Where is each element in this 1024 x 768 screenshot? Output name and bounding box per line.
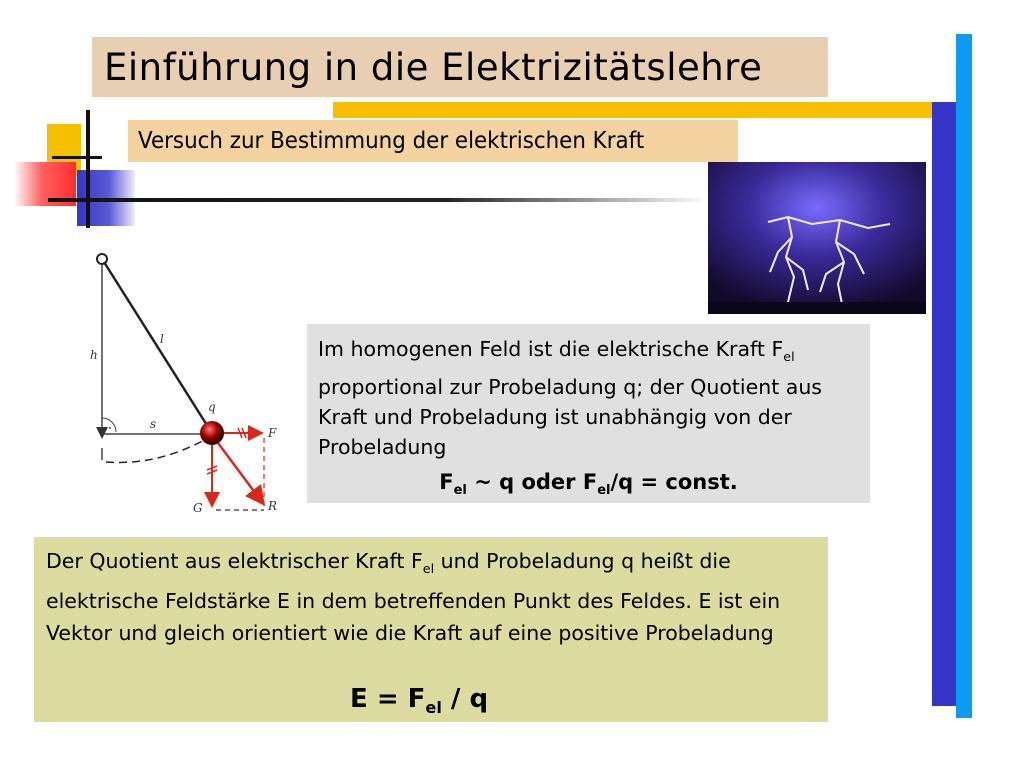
swing-arc: [106, 438, 208, 463]
decor-line: [86, 110, 90, 228]
charged-ball: [200, 421, 224, 445]
formula-part: /q = const.: [610, 470, 738, 494]
label-r: R: [268, 499, 278, 513]
formula-part: / q: [441, 684, 489, 714]
formula-part: F: [439, 470, 454, 494]
definition-text-part: und Probeladung q heißt die elektrische Feldstärke E in dem betreffenden Punkt des Feldes. E ist ein Vektor und gleich orientiert wie die Kraft auf eine positive Probeladung: [46, 549, 781, 646]
formula-part: E = F: [350, 684, 426, 714]
label-l: l: [160, 332, 164, 346]
pendulum-diagram: [78, 248, 300, 520]
formula-subscript: el: [425, 698, 442, 718]
info-text: [318, 334, 858, 462]
lightning-illustration: [708, 162, 926, 314]
label-g: G: [193, 501, 203, 515]
info-subscript: el: [783, 349, 795, 365]
page-title: Einführung in die Elektrizitätslehre: [104, 46, 763, 89]
formula-part: ~ q oder F: [466, 470, 598, 494]
decor-line: [52, 156, 102, 159]
formula-subscript: el: [597, 483, 611, 499]
label-h: h: [90, 348, 98, 362]
decor-light-blue-bar: [956, 34, 972, 718]
label-q: q: [208, 400, 216, 414]
definition-text-part: Der Quotient aus elektrischer Kraft F: [46, 549, 423, 573]
force-r-arrow: [218, 443, 262, 502]
definition-formula: [350, 684, 488, 717]
definition-text: [46, 545, 816, 649]
decor-blue-bar: [932, 102, 958, 706]
info-formula: [307, 470, 870, 498]
lightning-image: [708, 162, 926, 314]
definition-subscript: el: [422, 561, 435, 577]
formula-subscript: el: [453, 483, 467, 499]
info-text-part: Im homogenen Feld ist die elektrische Kraft F: [318, 337, 784, 361]
decor-divider: [48, 198, 708, 202]
pendulum-svg: [78, 248, 300, 520]
pendulum-string: [104, 262, 210, 430]
page-subtitle: Versuch zur Bestimmung der elektrischen Kraft: [138, 128, 645, 154]
info-text-part: proportional zur Probeladung q; der Quotient aus Kraft und Probeladung ist unabhängig von der Probeladung: [318, 375, 822, 460]
label-f: F: [268, 426, 277, 440]
decor-yellow-bar: [333, 102, 933, 118]
label-s: s: [150, 417, 157, 431]
